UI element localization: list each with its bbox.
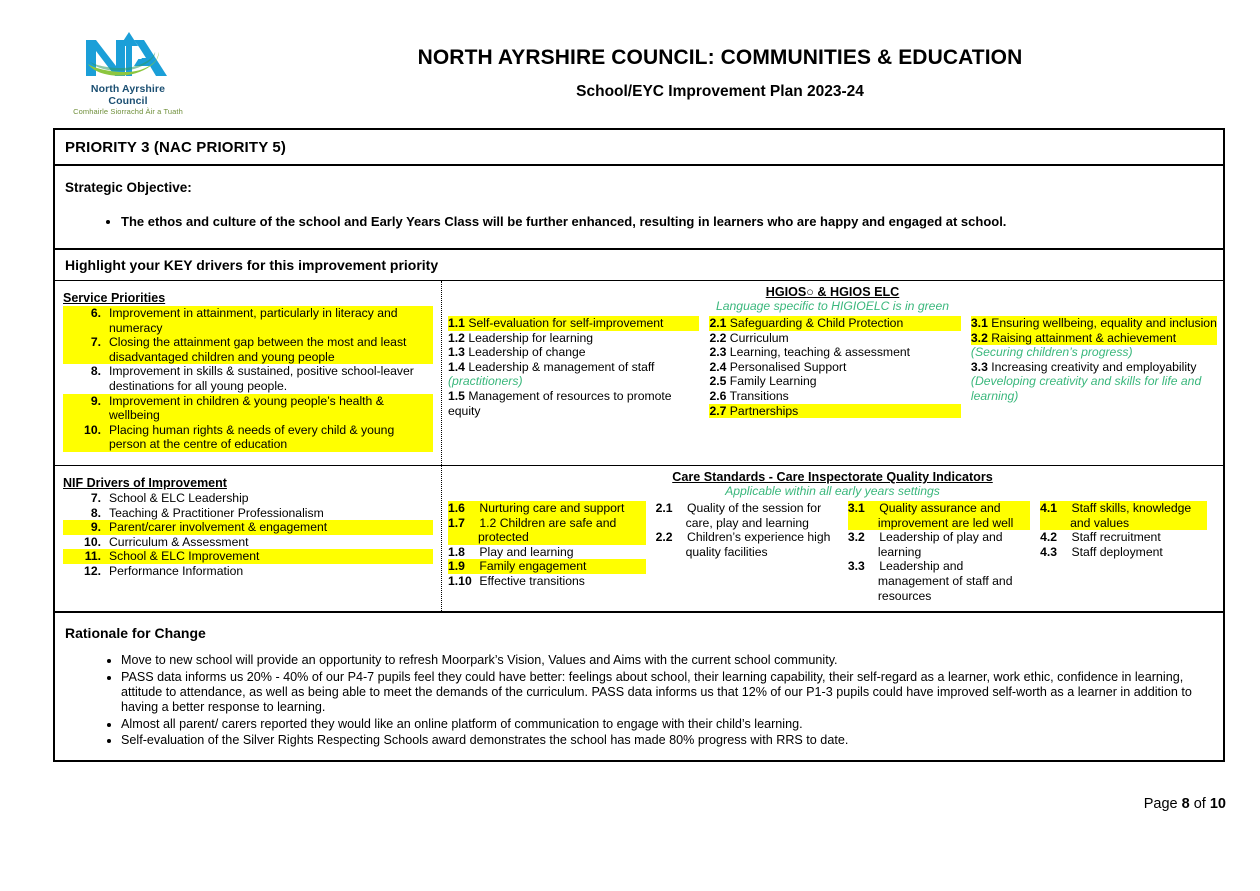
care-standards-columns (448, 501, 1217, 603)
nif-driver-number: 8. (90, 505, 101, 520)
list-item (63, 335, 433, 364)
strategic-objective-label: Strategic Objective: (65, 180, 192, 195)
rationale-title: Rationale for Change (65, 625, 206, 642)
care-standard-indicator-text: Family engagement (479, 559, 587, 574)
list-item (1040, 545, 1207, 560)
logo-mark-icon (72, 26, 184, 82)
care-standards-note: Applicable within all early years settings (725, 484, 940, 498)
service-priority-text: Closing the attainment gap between the most and least disadvantaged children and young people (109, 335, 433, 364)
nif-driver-number: 10. (84, 534, 101, 549)
drivers-top-half (55, 281, 1223, 466)
hgios-indicator-text: Leadership & management of staff (468, 359, 655, 374)
care-standard-indicator-text: Play and learning (479, 544, 574, 559)
hgios-indicator-text: Ensuring wellbeing, equality and inclusion (991, 316, 1217, 330)
list-item (63, 394, 433, 423)
list-item (63, 520, 433, 535)
care-standard-indicator-text: Leadership of play and learning (877, 530, 1003, 559)
hgios-indicator-code: 2.6 (709, 388, 727, 403)
list-item (656, 501, 838, 530)
hgios-indicator-text: (Developing creativity and skills for life and learning) (970, 374, 1202, 403)
page-title: NORTH AYRSHIRE COUNCIL: COMMUNITIES & EDUCATION (417, 46, 1023, 69)
list-item (709, 331, 960, 346)
care-standard-indicator-text: Staff recruitment (1071, 530, 1161, 545)
hgios-indicator-column (448, 316, 709, 418)
list-item (656, 530, 838, 559)
service-priorities-cell (55, 281, 441, 465)
care-standard-indicator-code: 1.6 (448, 501, 465, 515)
footer-total-pages: 10 (1209, 796, 1226, 812)
list-item (848, 530, 1030, 559)
hgios-indicator-code: 1.5 (448, 388, 465, 403)
list-item (971, 316, 1217, 331)
list-item (63, 364, 433, 393)
hgios-indicator-code: 2.4 (709, 359, 727, 374)
care-standard-indicator-code: 2.2 (655, 530, 673, 545)
list-item (63, 491, 433, 506)
hgios-indicator-text: Safeguarding & Child Protection (729, 316, 904, 330)
care-standard-indicator-text: Quality assurance and improvement are led well (877, 501, 1014, 530)
list-item (448, 316, 699, 331)
care-standard-indicator-column (1040, 501, 1217, 603)
hgios-indicator-code: 3.1 (970, 316, 988, 330)
logo-council-name: North Ayrshire Council (90, 83, 166, 107)
key-drivers-title: Highlight your KEY drivers for this improvement priority (55, 250, 1223, 281)
service-priority-number: 10. (63, 423, 109, 452)
north-ayrshire-council-logo (72, 26, 184, 116)
list-item (448, 389, 699, 418)
hgios-indicator-code: 1.1 (448, 316, 465, 330)
hgios-header (448, 285, 1217, 314)
hgios-indicator-column (971, 316, 1217, 418)
nif-driver-text: Teaching & Practitioner Professionalism (109, 505, 324, 520)
care-standards-title: Care Standards - Care Inspectorate Quality Indicators (672, 470, 993, 484)
hgios-indicator-text: Curriculum (729, 330, 789, 345)
care-standard-indicator-code: 3.3 (847, 559, 865, 574)
care-standard-indicator-code: 3.1 (847, 501, 865, 515)
nif-driver-text: Curriculum & Assessment (109, 534, 249, 549)
nif-driver-text: Performance Information (109, 563, 244, 578)
care-standard-indicator-text: Staff deployment (1071, 544, 1163, 559)
care-standard-indicator-code: 2.1 (655, 501, 673, 515)
service-priority-text: Placing human rights & needs of every child & young person at the centre of education (109, 423, 433, 452)
rationale-row (55, 613, 1223, 759)
hgios-indicator-text: Increasing creativity and employability (991, 359, 1197, 374)
hgios-indicator-code: 1.2 (448, 330, 465, 345)
service-priority-text: Improvement in children & young people’s health & wellbeing (109, 394, 433, 423)
hgios-indicator-code: 2.5 (709, 374, 727, 389)
strategic-objective-row (55, 166, 1223, 250)
list-item (448, 545, 646, 560)
care-standard-indicator-code: 4.3 (1040, 544, 1058, 559)
list-item (63, 306, 433, 335)
list-item: • Self-evaluation of the Silver Rights Respecting Schools award demonstrates the school has made 80% progress with RRS to date. (121, 733, 1213, 748)
list-item: • PASS data informs us 20% - 40% of our P4-7 pupils feel they could have better: feelings about school, their learning capability, their self-regard as a learner, work ethic, confidence in learning, attitude to attendance, as well as being able to meet the demands of the curriculum. PASS data informs us that 12% of our P1-3 pupils could have improved self-worth as a learner in addition to having a better response to learning. (121, 670, 1213, 716)
care-standard-indicator-code: 1.7 (448, 515, 465, 530)
care-standard-indicator-list (1040, 501, 1207, 559)
hgios-indicator-text: (practitioners) (448, 374, 523, 389)
hgios-indicator-text: Personalised Support (729, 359, 847, 374)
service-priorities-heading: Service Priorities (63, 291, 166, 305)
key-drivers-row (55, 250, 1223, 613)
hgios-indicator-text: (Securing children’s progress) (970, 345, 1133, 360)
care-standard-indicator-list (848, 501, 1030, 603)
care-standard-indicator-text: Children’s experience high quality facilities (685, 530, 831, 559)
hgios-indicator-list (709, 316, 960, 418)
hgios-title: HGIOS○ & HGIOS ELC (765, 285, 900, 299)
service-priority-number: 7. (63, 335, 109, 364)
care-standard-indicator-code: 4.1 (1040, 501, 1058, 515)
list-item (709, 360, 960, 375)
footer-current-page: 8 (1181, 796, 1190, 812)
list-item (709, 316, 960, 331)
footer-prefix: Page (1143, 796, 1182, 812)
care-standard-indicator-column (656, 501, 848, 603)
care-standard-indicator-text: Nurturing care and support (479, 501, 625, 515)
nif-drivers-list (63, 491, 433, 579)
care-standard-indicator-code: 1.9 (448, 559, 465, 574)
nif-driver-text: Parent/carer involvement & engagement (109, 520, 433, 535)
service-priority-number: 8. (90, 364, 101, 379)
priority-header-row: PRIORITY 3 (NAC PRIORITY 5) (55, 130, 1223, 166)
footer-middle: of (1189, 796, 1210, 812)
list-item (448, 345, 699, 360)
document-title-block (210, 46, 1230, 101)
hgios-indicator-code: 2.3 (709, 345, 727, 360)
list-item (63, 535, 433, 550)
rationale-list (65, 653, 1213, 748)
hgios-indicator-text: Family Learning (729, 374, 817, 389)
service-priority-number: 9. (63, 394, 109, 423)
hgios-note: Language specific to HIGIOELC is in green (715, 299, 950, 313)
hgios-indicator-code: 1.4 (448, 359, 465, 374)
drivers-bottom-half (55, 466, 1223, 611)
list-item (1040, 501, 1207, 530)
list-item (848, 501, 1030, 530)
care-standard-indicator-text: Quality of the session for care, play and learning (685, 501, 822, 530)
hgios-indicator-text: Transitions (729, 388, 789, 403)
list-item: • Move to new school will provide an opportunity to refresh Moorpark’s Vision, Values and Aims with the current school community. (121, 653, 1213, 668)
care-standard-indicator-code: 4.2 (1040, 530, 1058, 545)
page-footer (0, 796, 1226, 812)
hgios-indicator-list (971, 316, 1217, 404)
list-item (448, 360, 699, 375)
logo-gaelic-name: Comhairle Siorrachd Àir a Tuath (73, 107, 183, 116)
hgios-indicator-code: 3.2 (970, 330, 988, 345)
service-priorities-list (63, 306, 433, 452)
hgios-columns (448, 316, 1217, 418)
list-item (971, 360, 1217, 375)
care-standards-cell (441, 466, 1223, 611)
care-standard-indicator-text: Leadership and management of staff and resources (877, 559, 1013, 603)
list-item (448, 574, 646, 589)
care-standard-indicator-text: Effective transitions (479, 573, 585, 588)
nif-driver-text: School & ELC Leadership (109, 491, 249, 505)
strategic-objective-list (65, 213, 1213, 230)
hgios-indicator-code: 2.2 (709, 330, 727, 345)
care-standard-indicator-column (848, 501, 1040, 603)
nif-driver-text: School & ELC Improvement (109, 549, 433, 564)
hgios-indicator-code: 1.3 (448, 345, 465, 360)
hgios-indicator-text: Learning, teaching & assessment (729, 345, 911, 360)
service-priority-text: Improvement in skills & sustained, positive school-leaver destinations for all young people. (109, 364, 414, 393)
hgios-indicator-code: 2.7 (709, 403, 727, 418)
list-item (1040, 530, 1207, 545)
nif-driver-number: 12. (84, 563, 101, 578)
list-item (448, 559, 646, 574)
list-item: • Almost all parent/ carers reported they would like an online platform of communication to engage with their child’s learning. (121, 717, 1213, 732)
list-item (448, 501, 646, 516)
list-item (63, 423, 433, 452)
care-standard-indicator-code: 1.10 (448, 573, 472, 588)
list-item (848, 559, 1030, 603)
list-item (971, 345, 1217, 360)
care-standard-indicator-text: Staff skills, knowledge and values (1070, 501, 1192, 530)
hgios-indicator-text: Raising attainment & achievement (991, 330, 1177, 345)
list-item (709, 404, 960, 419)
care-standards-header (448, 470, 1217, 499)
list-item (448, 516, 646, 545)
hgios-indicator-text: Leadership for learning (468, 330, 594, 345)
care-standard-indicator-code: 3.2 (847, 530, 865, 545)
page-subtitle: School/EYC Improvement Plan 2023-24 (576, 83, 864, 100)
list-item (709, 374, 960, 389)
care-standard-indicator-code: 1.8 (448, 544, 465, 559)
list-item (971, 374, 1217, 403)
list-item: • The ethos and culture of the school and Early Years Class will be further enhanced, resulting in learners who are happy and engaged at school. (121, 213, 1213, 230)
hgios-indicator-text: Partnerships (729, 403, 799, 418)
hgios-indicator-column (709, 316, 970, 418)
list-item (63, 564, 433, 579)
nif-driver-number: 11. (63, 549, 109, 564)
nif-drivers-heading: NIF Drivers of Improvement (63, 476, 227, 490)
list-item (63, 506, 433, 521)
nif-driver-number: 9. (63, 520, 109, 535)
care-standard-indicator-text: 1.2 Children are safe and protected (478, 515, 617, 545)
hgios-indicator-code: 2.1 (709, 316, 727, 330)
care-standard-indicator-column (448, 501, 656, 603)
list-item (709, 345, 960, 360)
nif-driver-number: 7. (90, 491, 101, 505)
list-item (448, 331, 699, 346)
hgios-indicator-text: Management of resources to promote equity (448, 388, 672, 418)
care-standard-indicator-list (448, 501, 646, 589)
hgios-indicator-text: Leadership of change (468, 345, 586, 360)
nif-drivers-cell (55, 466, 441, 611)
hgios-cell (441, 281, 1223, 465)
list-item (709, 389, 960, 404)
hgios-indicator-code: 3.3 (970, 359, 988, 374)
improvement-plan-table (53, 128, 1225, 762)
list-item (63, 549, 433, 564)
list-item (448, 374, 699, 389)
service-priority-number: 6. (63, 306, 109, 335)
service-priority-text: Improvement in attainment, particularly in literacy and numeracy (109, 306, 433, 335)
care-standard-indicator-list (656, 501, 838, 559)
hgios-indicator-text: Self-evaluation for self-improvement (468, 316, 664, 330)
list-item (971, 331, 1217, 346)
hgios-indicator-list (448, 316, 699, 418)
page-header (0, 0, 1260, 116)
